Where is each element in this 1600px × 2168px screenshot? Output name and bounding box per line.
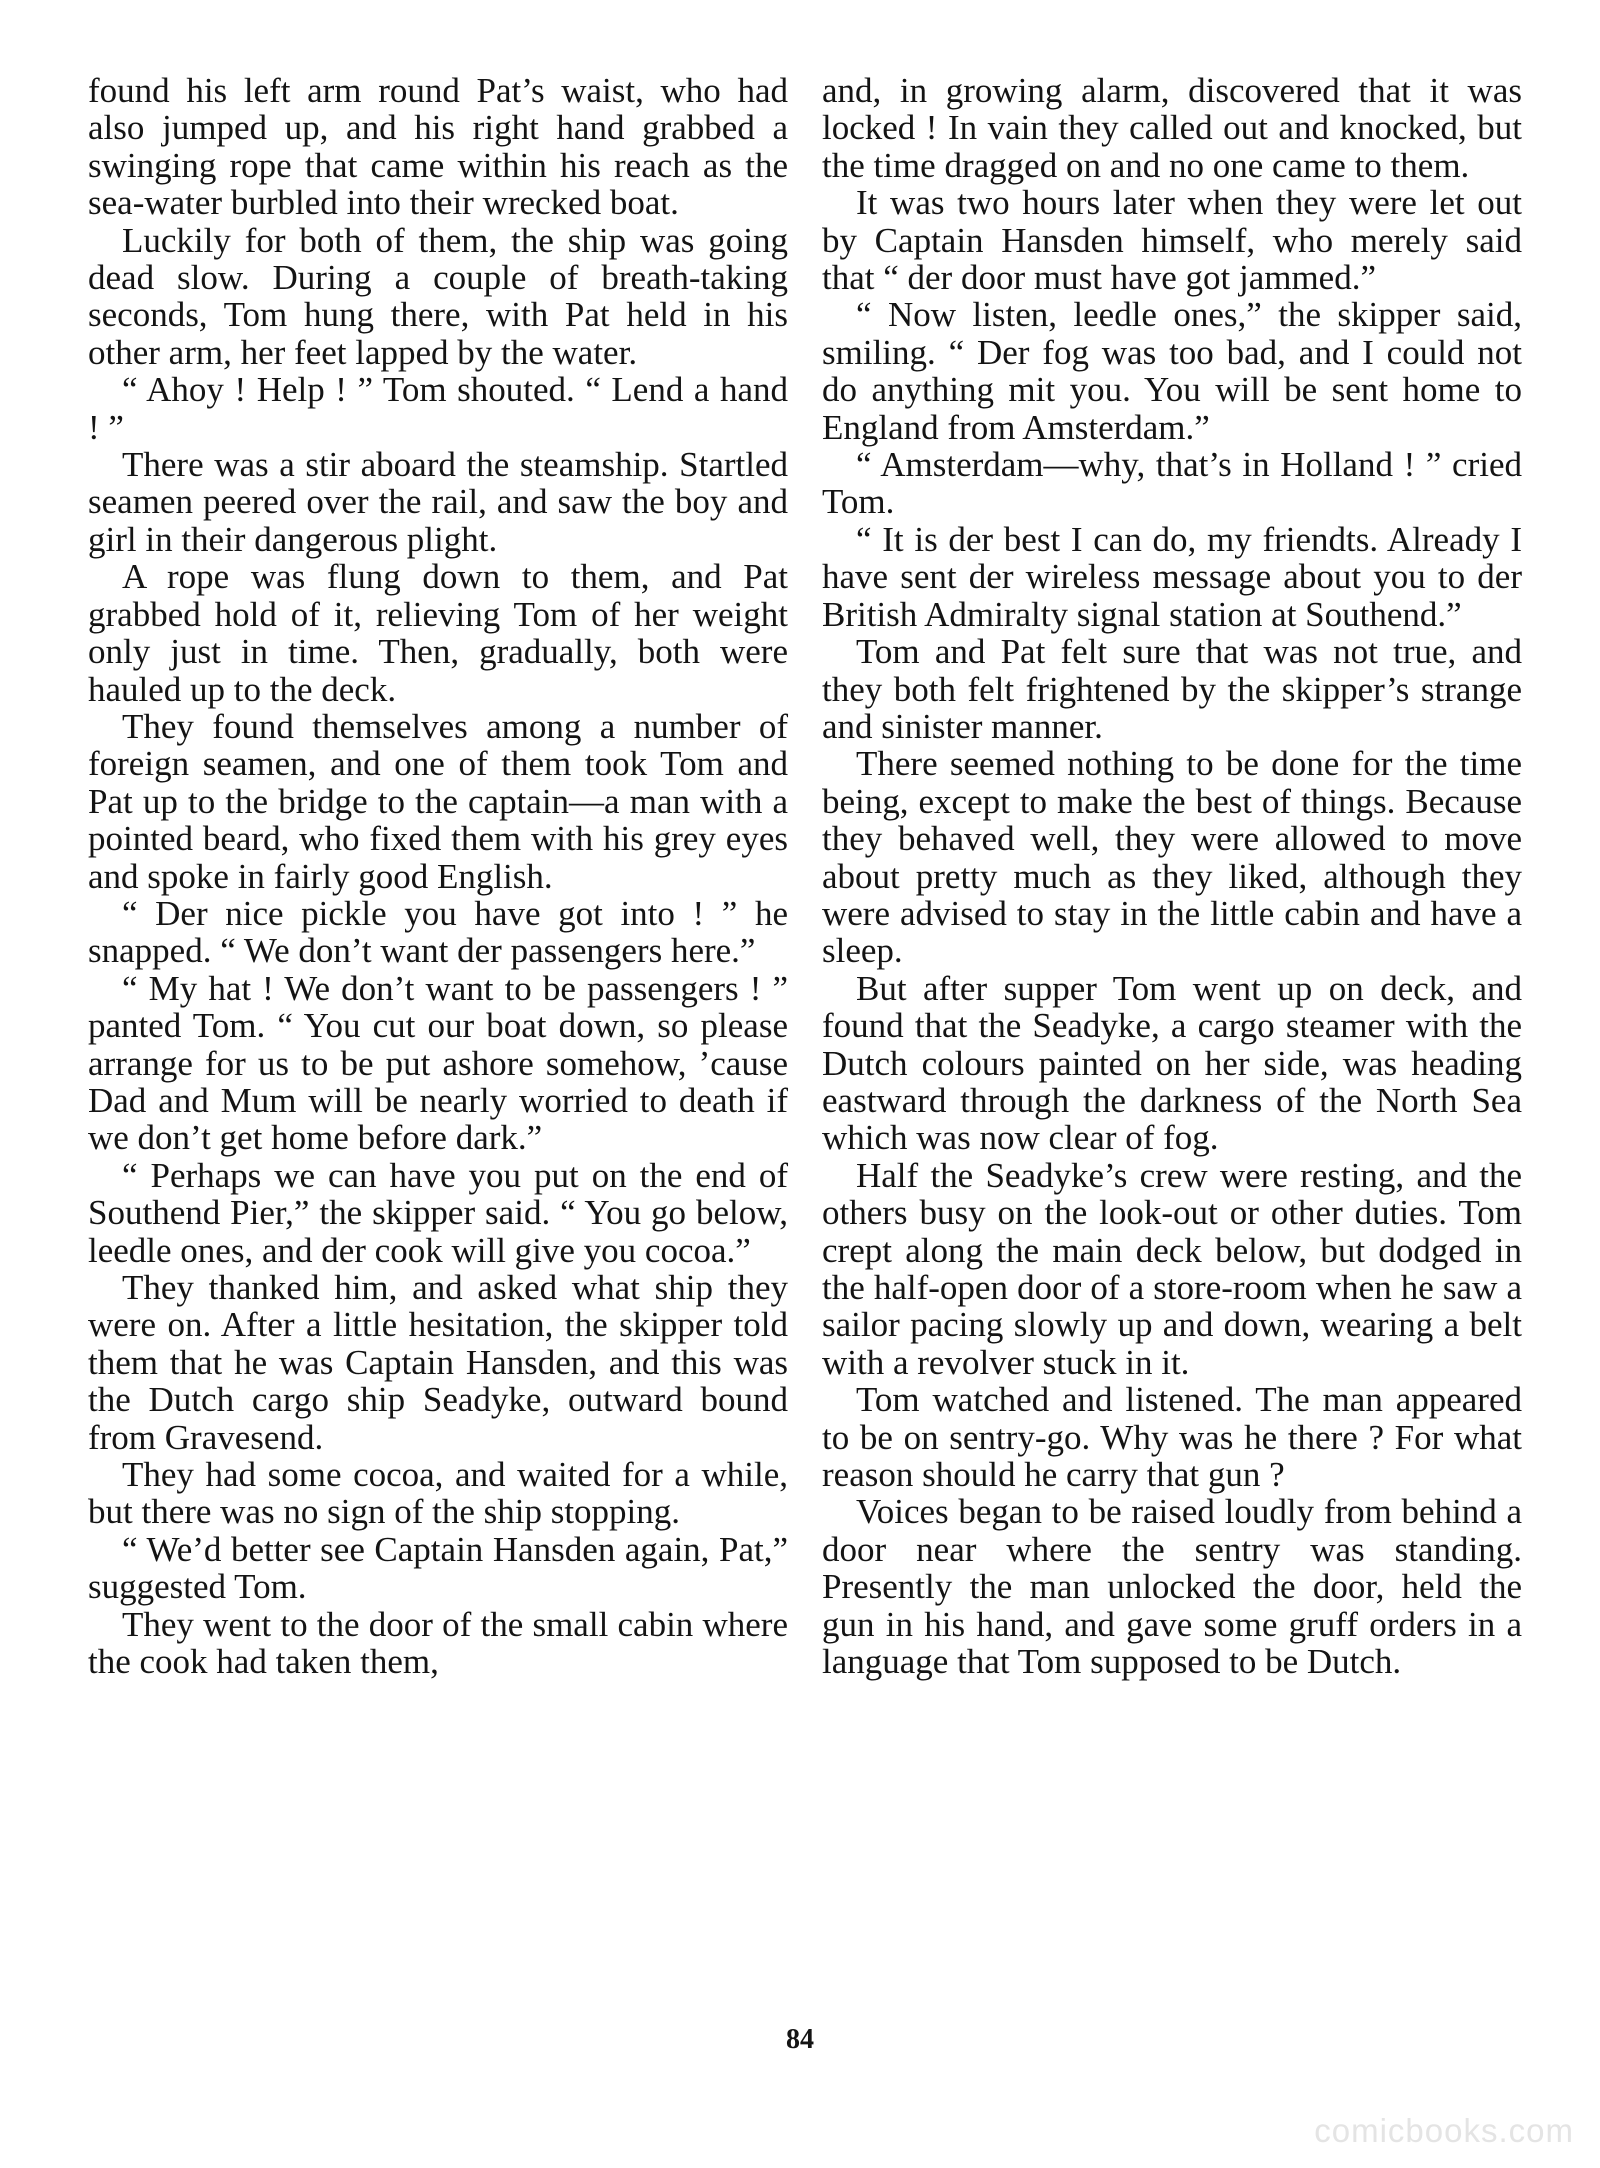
paragraph: found his left arm round Pat’s waist, who had also jumped up, and his right hand grabbed a swinging rope that came within his reach as the sea-water burbled into their wrecked boat. bbox=[88, 71, 788, 223]
paragraph: “ Perhaps we can have you put on the end of Southend Pier,” the skipper said. “ You go below, leedle ones, and der cook will give you cocoa.” bbox=[88, 1155, 788, 1270]
paragraph: They thanked him, and asked what ship they were on. After a little hesitation, the skipper told them that he was Captain Hansden, and this was the Dutch cargo ship Seadyke, outward bound from Gravesend. bbox=[88, 1268, 788, 1457]
paragraph: and, in growing alarm, discovered that it was locked ! In vain they called out and knocked, but the time dragged on and no one came to them. bbox=[822, 71, 1522, 185]
paragraph: Tom watched and listened. The man appeared to be on sentry-go. Why was he there ? For what reason should he carry that gun ? bbox=[822, 1380, 1522, 1495]
left-text-column bbox=[88, 72, 788, 1680]
paragraph: “ We’d better see Captain Hansden again, Pat,” suggested Tom. bbox=[88, 1529, 788, 1607]
paragraph: They had some cocoa, and waited for a while, but there was no sign of the ship stopping. bbox=[88, 1455, 788, 1532]
paragraph: “ Ahoy ! Help ! ” Tom shouted. “ Lend a hand ! ” bbox=[88, 370, 788, 447]
paragraph: Half the Seadyke’s crew were resting, and the others busy on the look-out or other duties. Tom crept along the main deck below, but dodged in the half-open door of a store-room when he saw a sailor pacing slowly up and down, wearing a belt with a revolver stuck in it. bbox=[822, 1155, 1522, 1382]
paragraph: They went to the door of the small cabin where the cook had taken them, bbox=[88, 1604, 788, 1682]
right-text-column bbox=[822, 72, 1522, 1680]
paragraph: Luckily for both of them, the ship was going dead slow. During a couple of breath-taking seconds, Tom hung there, with Pat held in his other arm, her feet lapped by the water. bbox=[88, 220, 788, 372]
paragraph: “ My hat ! We don’t want to be passengers ! ” panted Tom. “ You cut our boat down, so please arrange for us to be put ashore somehow, ’cause Dad and Mum will be nearly worried to death if we don’t get home before dark.” bbox=[88, 968, 788, 1158]
page-number: 84 bbox=[786, 2024, 814, 2055]
paragraph: “ It is der best I can do, my friendts. Already I have sent der wireless message about you to der British Admiralty signal station at Southend.” bbox=[822, 519, 1522, 634]
paragraph: There seemed nothing to be done for the time being, except to make the best of things. Because they behaved well, they were allowed to move about pretty much as they liked, although they were advised to stay in the little cabin and have a sleep. bbox=[822, 744, 1522, 971]
paragraph: Voices began to be raised loudly from behind a door near where the sentry was standing. Presently the man unlocked the door, held the gun in his hand, and gave some gruff orders in a language that Tom supposed to be Dutch. bbox=[822, 1492, 1522, 1682]
paragraph: They found themselves among a number of foreign seamen, and one of them took Tom and Pat up to the bridge to the captain—a man with a pointed beard, who fixed them with his grey eyes and spoke in fairly good English. bbox=[88, 706, 788, 896]
paragraph: Tom and Pat felt sure that was not true, and they both felt frightened by the skipper’s strange and sinister manner. bbox=[822, 632, 1522, 746]
paragraph: “ Der nice pickle you have got into ! ” he snapped. “ We don’t want der passengers here.” bbox=[88, 893, 788, 971]
paragraph: “ Now listen, leedle ones,” the skipper said, smiling. “ Der fog was too bad, and I could not do anything mit you. You will be sent home to England from Amsterdam.” bbox=[822, 295, 1522, 447]
paragraph: A rope was flung down to them, and Pat grabbed hold of it, relieving Tom of her weight only just in time. Then, gradually, both were hauled up to the deck. bbox=[88, 557, 788, 709]
paragraph: But after supper Tom went up on deck, and found that the Seadyke, a cargo steamer with the Dutch colours painted on her side, was heading eastward through the darkness of the North Sea which was now clear of fog. bbox=[822, 968, 1522, 1158]
watermark: comicbooks.com bbox=[1314, 2112, 1574, 2149]
paragraph: It was two hours later when they were let out by Captain Hansden himself, who merely said that “ der door must have got jammed.” bbox=[822, 183, 1522, 298]
paragraph: There was a stir aboard the steamship. Startled seamen peered over the rail, and saw the boy and girl in their dangerous plight. bbox=[88, 445, 788, 559]
paragraph: “ Amsterdam—why, that’s in Holland ! ” cried Tom. bbox=[822, 445, 1522, 522]
